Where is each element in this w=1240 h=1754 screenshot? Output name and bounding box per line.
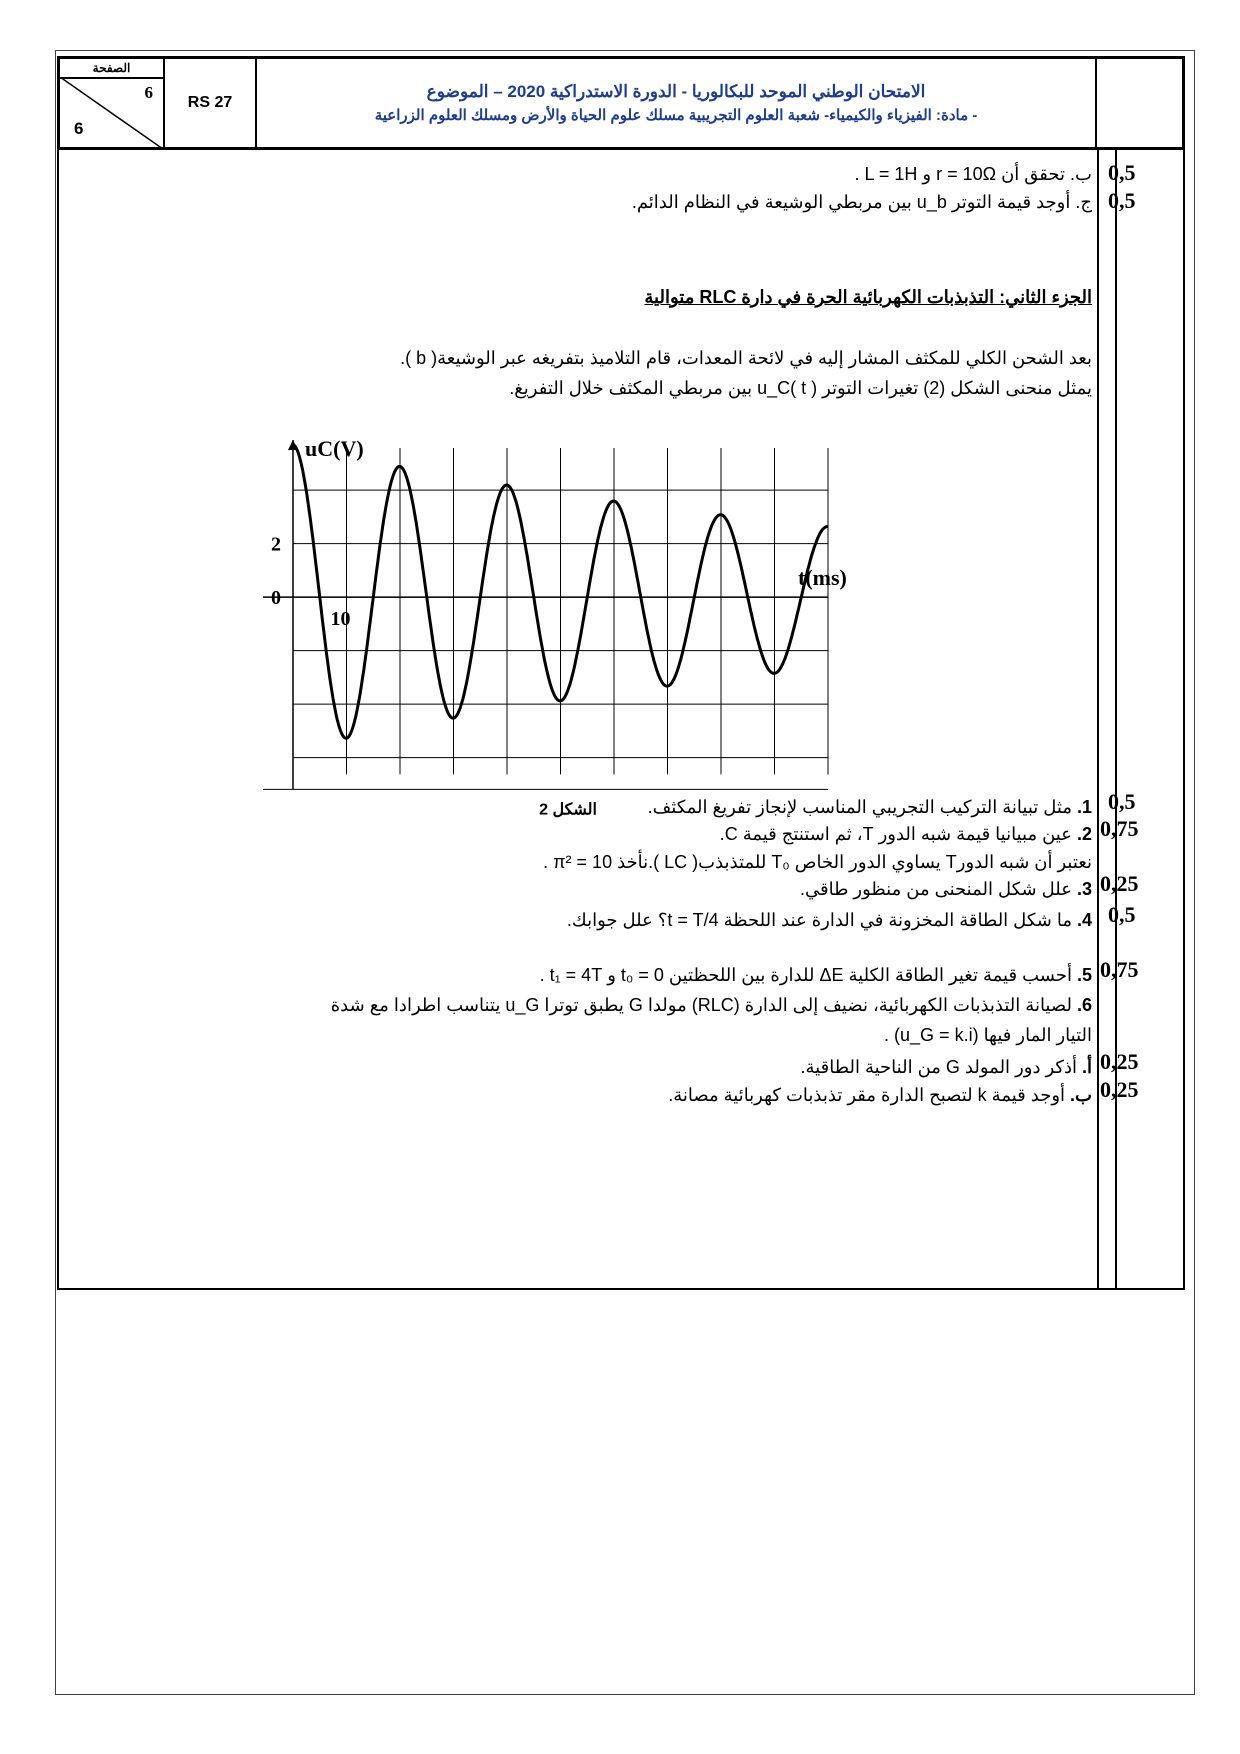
chart-title: الشكل 2 [539, 801, 598, 819]
y-tick-label: 0 [271, 587, 281, 610]
question-points: 0,25 [1100, 1077, 1139, 1102]
part2-title: الجزء الثاني: التذبذبات الكهربائية الحرة في دارة RLC متوالية [644, 287, 1092, 307]
title-line-2: - مادة: الفيزياء والكيمياء- شعبة العلوم التجريبية مسلك علوم الحياة والأرض ومسلك العلوم الزراعية [374, 107, 978, 124]
exam-code: RS 27 [165, 59, 257, 147]
part2-intro-2: يمثل منحنى الشكل (2) تغيرات التوتر u_C( t ) بين مربطي المكثف خلال التفريغ. [509, 378, 1092, 398]
question-text [543, 850, 1092, 874]
question-points: 0,25 [1100, 1049, 1139, 1074]
question-text [801, 1055, 1092, 1079]
figure-2-chart [240, 430, 940, 850]
question-points: 0,25 [1100, 871, 1139, 896]
title-line-1: الامتحان الوطني الموحد للبكالوريا - الدورة الاستدراكية 2020 – الموضوع [426, 82, 926, 101]
exam-title [257, 59, 1097, 147]
question-body: علل شكل المنحنى من منظور طاقي. [800, 879, 1072, 899]
question-text [331, 993, 1092, 1017]
question-body: مثل تبيانة التركيب التجريبي المناسب لإنجاز تفريغ المكثف. [647, 797, 1072, 817]
question-points: 0,5 [1108, 789, 1136, 814]
question-number: 6. [1071, 995, 1092, 1015]
question-body: نعتبر أن شبه الدورT يساوي الدور الخاص T₀ للمتذبذب( LC ).نأخذ π² = 10 . [543, 852, 1092, 872]
page-number: 6 [144, 83, 153, 102]
page-total: 6 [74, 119, 84, 138]
points-column-divider [1097, 150, 1099, 1288]
question-number: 5. [1071, 965, 1092, 985]
question-text [668, 1083, 1092, 1107]
question-text [884, 1023, 1092, 1047]
y-axis-label: uC(V) [305, 436, 364, 461]
question-body: أحسب قيمة تغير الطاقة الكلية ΔE للدارة بين اللحظتين t₀ = 0 و t₁ = 4T . [539, 965, 1072, 985]
question-body: لصيانة التذبذبات الكهربائية، نضيف إلى الدارة (RLC) مولدا G يطبق توترا u_G يتناسب اطرادا مع شدة [330, 995, 1072, 1015]
points: 0,5 [1108, 160, 1136, 185]
item-b: ب. تحقق أن r = 10Ω و L = 1H . [854, 164, 1092, 184]
question-number: ب. [1065, 1085, 1092, 1105]
item-c: ج. أوجد قيمة التوتر u_b بين مربطي الوشيعة في النظام الدائم. [631, 192, 1092, 212]
question-number: 1. [1071, 797, 1092, 817]
question-body: ما شكل الطاقة المخزونة في الدارة عند اللحظة t = T/4؟ علل جوابك. [566, 910, 1072, 930]
question-number: 3. [1071, 879, 1092, 899]
part2-intro-1: بعد الشحن الكلي للمكثف المشار إليه في لائحة المعدات، قام التلاميذ بتفريغه عبر الوشيعة( b ). [400, 348, 1092, 368]
x-axis-label: t(ms) [798, 565, 847, 591]
question-points: 0,75 [1100, 816, 1139, 841]
question-number: أ. [1076, 1057, 1092, 1077]
x-tick-label: 10 [330, 608, 351, 631]
question-points: 0,5 [1108, 902, 1136, 927]
question-number: 2. [1071, 824, 1092, 844]
question-body: التيار المار فيها (u_G = k.i) . [884, 1025, 1092, 1045]
header-blank-cell [1097, 59, 1182, 147]
question-text [800, 877, 1092, 901]
question-text [567, 908, 1092, 932]
question-body: أوجد قيمة k لتصبح الدارة مقر تذبذبات كهربائية مصانة. [668, 1085, 1066, 1105]
question-text [648, 795, 1092, 819]
question-number: 4. [1071, 910, 1092, 930]
question-body: عين مبيانيا قيمة شبه الدور T، ثم استنتج قيمة C. [719, 824, 1072, 844]
question-text [720, 822, 1092, 846]
question-text [540, 963, 1092, 987]
question-points: 0,75 [1100, 957, 1139, 982]
page-indicator [60, 59, 165, 147]
y-tick-label: 2 [271, 533, 281, 556]
chart-grid [293, 448, 828, 774]
question-body: أذكر دور المولد G من الناحية الطاقية. [800, 1057, 1077, 1077]
points: 0,5 [1108, 188, 1136, 213]
page-label: الصفحة [60, 61, 163, 79]
points-column-divider-2 [1115, 150, 1117, 1288]
exam-header [57, 56, 1185, 150]
